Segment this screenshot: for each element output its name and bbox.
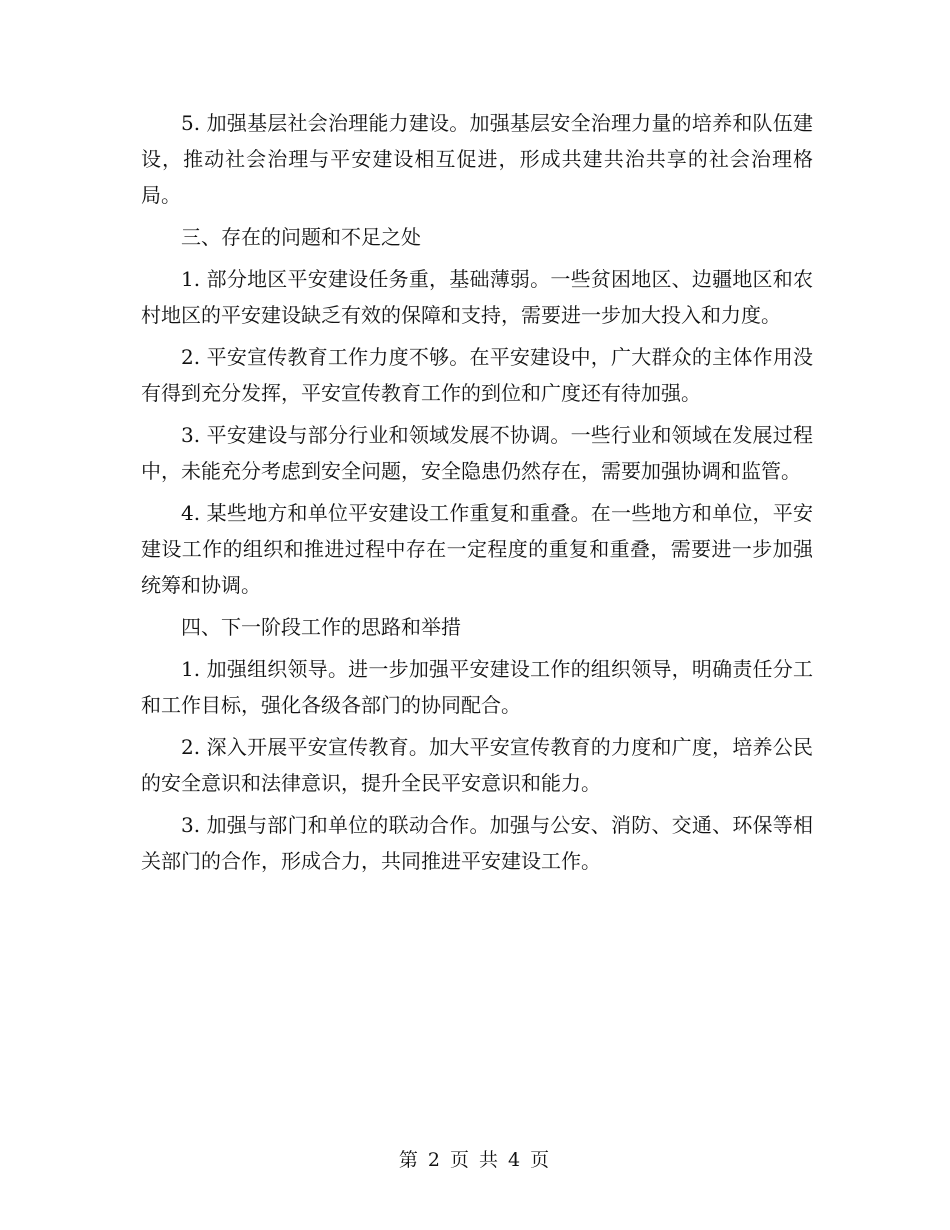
paragraph-problem-1: 1. 部分地区平安建设任务重，基础薄弱。一些贫困地区、边疆地区和农村地区的平安建设缺乏有效的保障和支持，需要进一步加大投入和力度。 [141, 267, 813, 327]
paragraph-item-5-grassroots-governance: 5. 加强基层社会治理能力建设。加强基层安全治理力量的培养和队伍建设，推动社会治理与平安建设相互促进，形成共建共治共享的社会治理格局。 [141, 111, 813, 207]
section-heading-problems: 三、存在的问题和不足之处 [181, 225, 421, 249]
paragraph-measure-2: 2. 深入开展平安宣传教育。加大平安宣传教育的力度和广度，培养公民的安全意识和法律意识，提升全民平安意识和能力。 [141, 735, 813, 795]
paragraph-problem-3: 3. 平安建设与部分行业和领域发展不协调。一些行业和领域在发展过程中，未能充分考虑到安全问题，安全隐患仍然存在，需要加强协调和监管。 [141, 423, 813, 483]
document-body [141, 105, 813, 885]
paragraph-measure-3: 3. 加强与部门和单位的联动合作。加强与公安、消防、交通、环保等相关部门的合作，形成合力，共同推进平安建设工作。 [141, 813, 813, 873]
paragraph-problem-4: 4. 某些地方和单位平安建设工作重复和重叠。在一些地方和单位，平安建设工作的组织和推进过程中存在一定程度的重复和重叠，需要进一步加强统筹和协调。 [141, 501, 813, 597]
section-heading-next-steps: 四、下一阶段工作的思路和举措 [181, 615, 461, 639]
paragraph-measure-1: 1. 加强组织领导。进一步加强平安建设工作的组织领导，明确责任分工和工作目标，强化各级各部门的协同配合。 [141, 657, 813, 717]
paragraph-problem-2: 2. 平安宣传教育工作力度不够。在平安建设中，广大群众的主体作用没有得到充分发挥，平安宣传教育工作的到位和广度还有待加强。 [141, 345, 813, 405]
page-number-footer: 第 2 页 共 4 页 [398, 1149, 552, 1171]
